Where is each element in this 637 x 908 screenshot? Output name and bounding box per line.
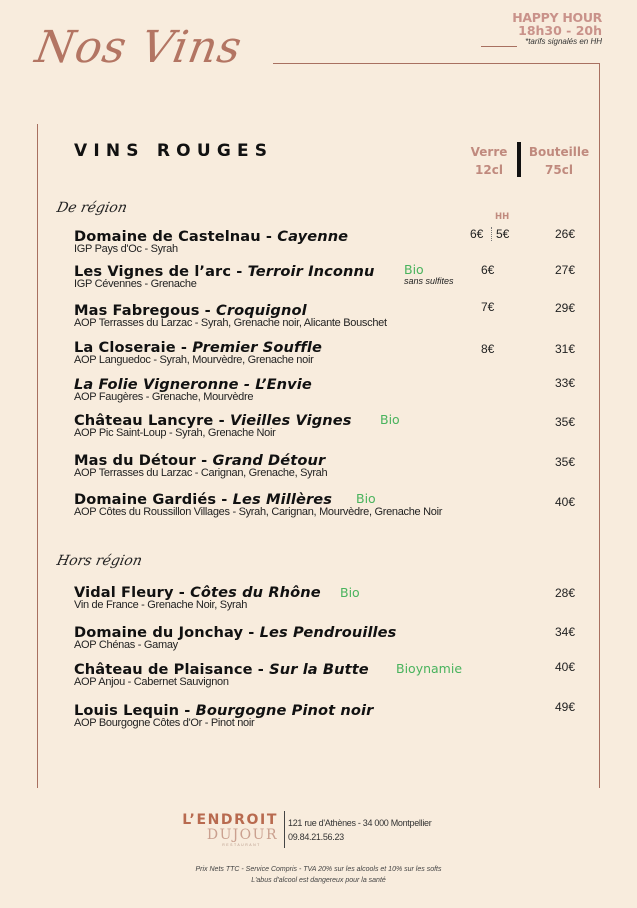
- logo-line-3: RESTAURANT: [222, 843, 261, 847]
- page-title: Nos Vins: [31, 22, 247, 73]
- frame-border-right: [599, 63, 600, 788]
- bio-badge: Bio: [356, 491, 376, 506]
- wine-appellation: IGP Pays d'Oc - Syrah: [74, 243, 178, 255]
- price-bouteille: 29€: [555, 301, 576, 315]
- bio-badge: Bio: [404, 262, 424, 277]
- column-header-verre: [464, 143, 514, 179]
- wine-producer: Château de Plaisance: [74, 661, 253, 678]
- price-bouteille: 35€: [555, 415, 576, 429]
- wine-item: [74, 662, 594, 688]
- wine-name: Domaine du Jonchay - Les Pendrouilles: [74, 624, 397, 641]
- wine-cuvee: Premier Souffle: [192, 339, 322, 356]
- price-bouteille: 33€: [555, 376, 576, 390]
- restaurant-logo: [170, 812, 278, 848]
- wine-producer: Mas du Détour: [74, 452, 196, 469]
- section-title: VINS ROUGES: [74, 141, 274, 161]
- wine-item: [74, 340, 594, 366]
- wine-cuvee: Côtes du Rhône: [190, 584, 321, 601]
- wine-item: [74, 585, 594, 611]
- footer-divider: [284, 811, 285, 848]
- wine-name: Château de Plaisance - Sur la Butte: [74, 661, 369, 678]
- wine-appellation: Vin de France - Grenache Noir, Syrah: [74, 599, 248, 611]
- wine-cuvee: Grand Détour: [212, 452, 326, 469]
- legal-line-1: Prix Nets TTC - Service Compris - TVA 20% sur les alcools et 10% sur les softs: [195, 866, 442, 873]
- wine-producer: Vidal Fleury: [74, 584, 174, 601]
- wine-cuvee: Sur la Butte: [269, 661, 369, 678]
- wine-appellation: AOP Faugères - Grenache, Mourvèdre: [74, 391, 254, 403]
- price-bouteille: 40€: [555, 660, 576, 674]
- legal-line-2: L'abus d'alcool est dangereux pour la santé: [251, 877, 386, 884]
- price-bouteille: 35€: [555, 455, 576, 469]
- wine-cuvee: Vieilles Vignes: [229, 412, 352, 429]
- footer-contact: [288, 816, 431, 844]
- footer-address: 121 rue d'Athènes - 34 000 Montpellier: [288, 818, 432, 828]
- column-bouteille-volume: 75cl: [545, 163, 573, 177]
- wine-item: [74, 264, 594, 290]
- wine-name: Louis Lequin - Bourgogne Pinot noir: [74, 702, 374, 719]
- price-verre: 6€: [470, 227, 484, 241]
- wine-item: [74, 229, 594, 255]
- price-bouteille: 28€: [555, 586, 576, 600]
- frame-border-left: [37, 124, 38, 788]
- price-bouteille: 26€: [555, 227, 576, 241]
- wine-appellation: AOP Chénas - Gamay: [74, 639, 178, 651]
- wine-name: Mas Fabregous - Croquignol: [74, 302, 307, 319]
- price-verre-hh: 5€: [496, 227, 510, 241]
- price-bouteille: 49€: [555, 700, 576, 714]
- price-bouteille: 27€: [555, 263, 576, 277]
- column-bouteille-label: Bouteille: [528, 145, 590, 159]
- happy-hour-block: [512, 11, 602, 47]
- wine-producer: Les Vignes de l’arc: [74, 263, 232, 280]
- wine-cuvee: Les Pendrouilles: [259, 624, 397, 641]
- subsection-title-de-region: De région: [55, 200, 129, 216]
- wine-producer: La Closeraie: [74, 339, 176, 356]
- biodynamie-badge: Bioynamie: [396, 661, 463, 676]
- price-bouteille: 40€: [555, 495, 576, 509]
- column-verre-label: Verre: [470, 145, 508, 159]
- happy-hour-time: 18h30 - 20h: [518, 23, 602, 38]
- wine-producer: Domaine de Castelnau: [74, 228, 261, 245]
- wine-name: Les Vignes de l’arc - Terroir Inconnu: [74, 263, 375, 280]
- wine-cuvee: Bourgogne Pinot noir: [195, 702, 374, 719]
- bio-note: sans sulfites: [404, 276, 454, 286]
- bio-badge: Bio: [340, 585, 360, 600]
- frame-border-top: [273, 63, 600, 64]
- wine-producer: La Folie Vigneronne: [74, 376, 239, 393]
- price-verre: 6€: [481, 263, 495, 277]
- wine-item: [74, 303, 594, 329]
- wine-producer: Château Lancyre: [74, 412, 214, 429]
- wine-item: [74, 453, 594, 479]
- wine-cuvee: Les Millères: [232, 491, 333, 508]
- wine-producer: Louis Lequin: [74, 702, 180, 719]
- happy-hour-title: HAPPY HOUR: [512, 10, 602, 25]
- happy-hour-separator: [491, 227, 492, 241]
- wine-cuvee: Croquignol: [216, 302, 307, 319]
- wine-item: [74, 492, 594, 518]
- column-verre-volume: 12cl: [475, 163, 503, 177]
- wine-appellation: AOP Pic Saint-Loup - Syrah, Grenache Noir: [74, 427, 276, 439]
- wine-producer: Mas Fabregous: [74, 302, 200, 319]
- bio-badge: Bio: [380, 412, 400, 427]
- wine-name: Domaine Gardiés - Les Millères: [74, 491, 333, 508]
- logo-line-1: L’ENDROIT: [182, 812, 278, 828]
- wine-cuvee: Cayenne: [277, 228, 349, 245]
- wine-name: Château Lancyre - Vieilles Vignes: [74, 412, 352, 429]
- wine-appellation: AOP Terrasses du Larzac - Syrah, Grenache noir, Alicante Bouschet: [74, 317, 387, 329]
- column-header-bouteille: [525, 143, 593, 179]
- wine-appellation: AOP Terrasses du Larzac - Carignan, Grenache, Syrah: [74, 467, 328, 479]
- happy-hour-price-label: HH: [495, 212, 510, 222]
- wine-item: [74, 703, 594, 729]
- wine-appellation: AOP Bourgogne Côtes d'Or - Pinot noir: [74, 717, 255, 729]
- wine-name: La Folie Vigneronne - L’Envie: [74, 376, 312, 393]
- footer-phone: 09.84.21.56.23: [288, 832, 344, 842]
- wine-appellation: AOP Languedoc - Syrah, Mourvèdre, Grenache noir: [74, 354, 314, 366]
- wine-item: [74, 413, 594, 439]
- wine-appellation: AOP Anjou - Cabernet Sauvignon: [74, 676, 229, 688]
- price-bouteille: 31€: [555, 342, 576, 356]
- wine-name: Vidal Fleury - Côtes du Rhône: [74, 584, 321, 601]
- legal-notice: [0, 864, 637, 886]
- wine-name: La Closeraie - Premier Souffle: [74, 339, 322, 356]
- wine-producer: Domaine du Jonchay: [74, 624, 244, 641]
- wine-appellation: IGP Cévennes - Grenache: [74, 278, 197, 290]
- wine-cuvee: Terroir Inconnu: [247, 263, 375, 280]
- wine-name: Mas du Détour - Grand Détour: [74, 452, 326, 469]
- wine-producer: Domaine Gardiés: [74, 491, 217, 508]
- subsection-title-hors-region: Hors région: [55, 553, 144, 569]
- price-verre: 8€: [481, 342, 495, 356]
- column-separator: [517, 142, 521, 177]
- price-bouteille: 34€: [555, 625, 576, 639]
- wine-item: [74, 377, 594, 403]
- wine-item: [74, 625, 594, 651]
- wine-appellation: AOP Côtes du Roussillon Villages - Syrah, Carignan, Mourvèdre, Grenache Noir: [74, 506, 443, 518]
- wine-cuvee: L’Envie: [255, 376, 312, 393]
- logo-line-2: DUJOUR: [206, 827, 278, 843]
- happy-hour-divider: [481, 46, 517, 47]
- happy-hour-note: *tarifs signalés en HH: [525, 37, 602, 46]
- price-verre: 7€: [481, 300, 495, 314]
- wine-name: Domaine de Castelnau - Cayenne: [74, 228, 349, 245]
